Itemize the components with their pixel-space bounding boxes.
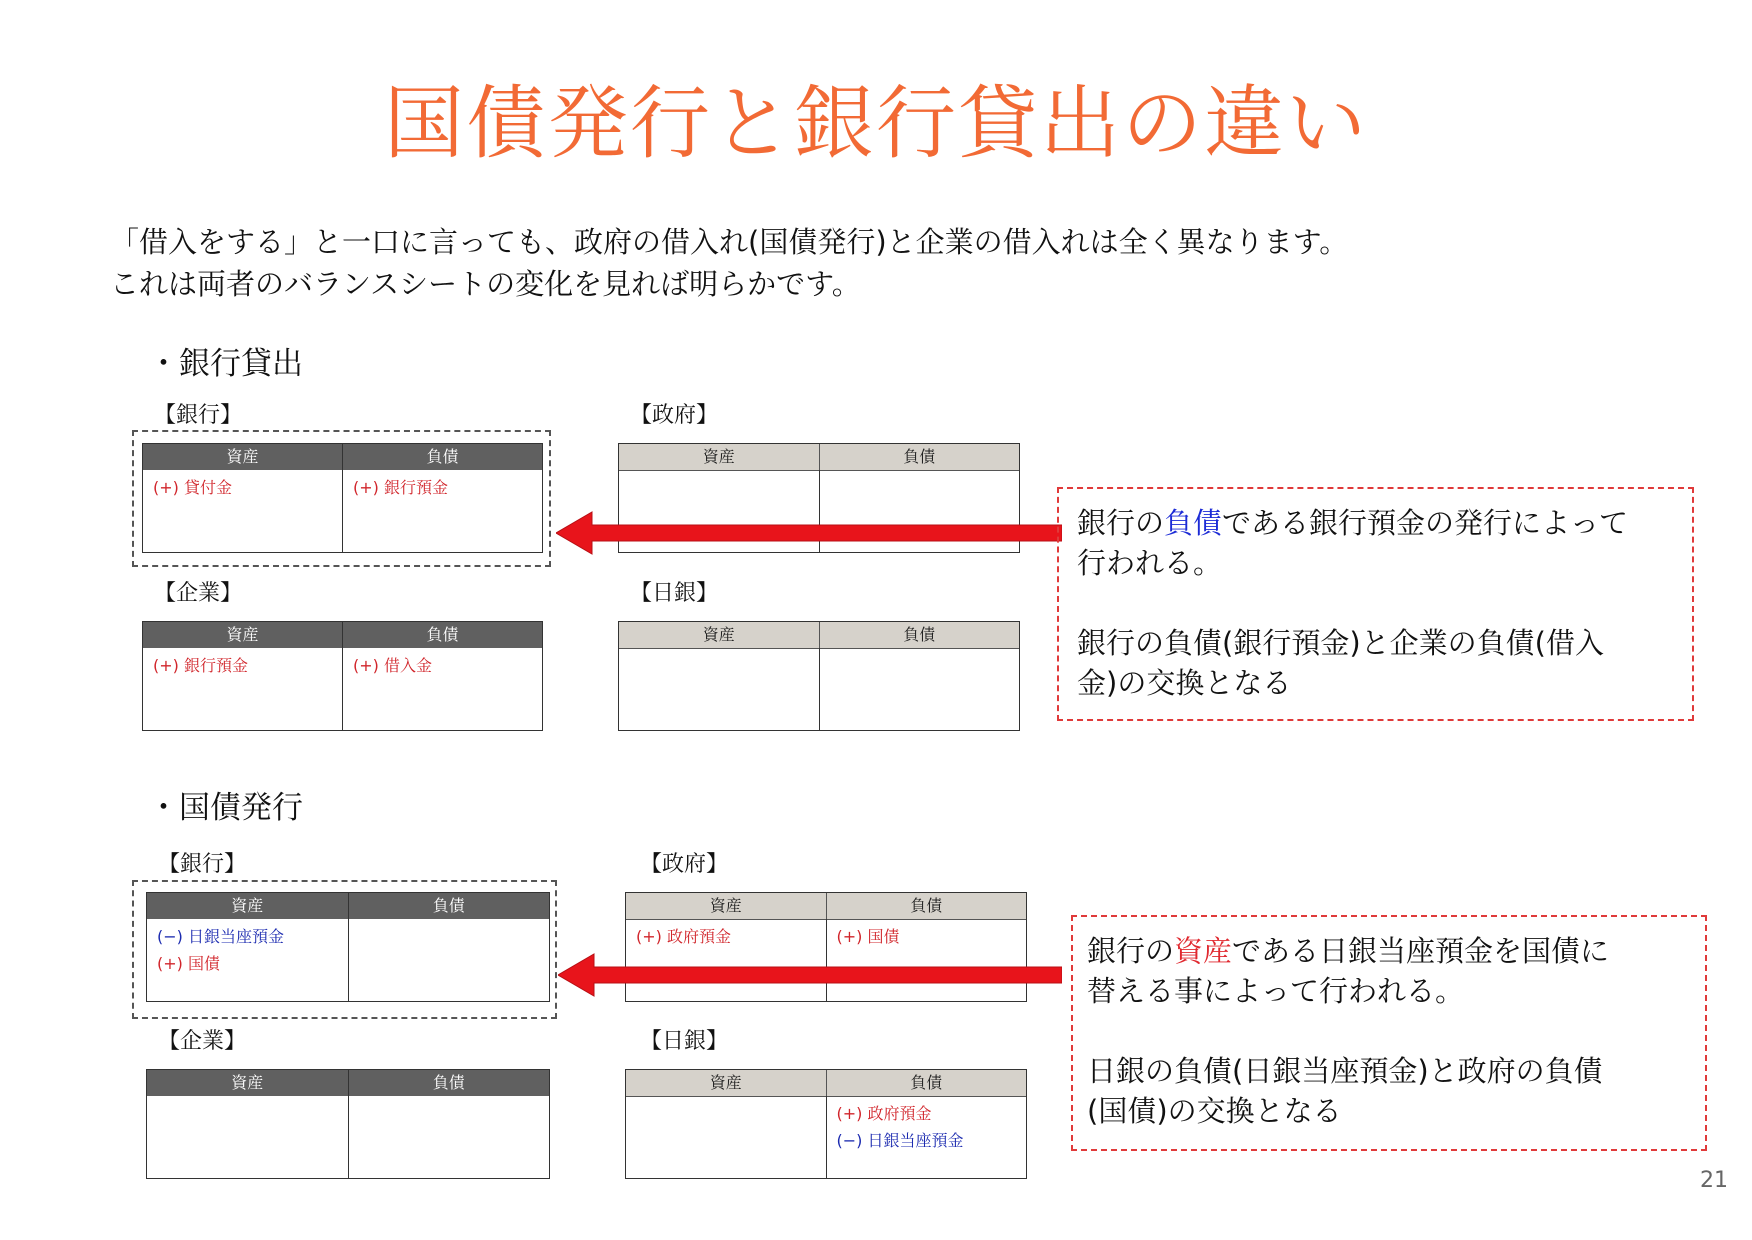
- section-bank-lending-title: ・銀行貸出: [148, 346, 303, 382]
- government-label: 【政府】: [640, 852, 729, 877]
- arrow-left-icon: [558, 952, 1062, 998]
- liabilities-header: 負債: [432, 896, 465, 915]
- assets-header: 資産: [143, 444, 343, 470]
- note2-line4: (国債)の交換となる: [1087, 1094, 1342, 1128]
- entry: (+) 政府預金: [636, 927, 731, 946]
- assets-header: 資産: [619, 444, 820, 470]
- liabilities-header: 負債: [426, 625, 459, 644]
- note1-line2: 行われる。: [1077, 546, 1223, 580]
- company-balance-sheet: [142, 621, 543, 731]
- entry: (+) 国債: [836, 927, 900, 946]
- intro-line-2: これは両者のバランスシートの変化を見れば明らかです。: [110, 267, 861, 301]
- liabilities-header: 負債: [426, 447, 459, 466]
- liabilities-column: [343, 648, 542, 730]
- liabilities-column: [349, 919, 550, 1001]
- entry: (+) 貸付金: [153, 478, 232, 497]
- boj-label: 【日銀】: [630, 581, 719, 606]
- government-label: 【政府】: [630, 403, 719, 428]
- liabilities-column: [349, 1096, 550, 1178]
- liabilities-column: [820, 648, 1020, 730]
- boj-label: 【日銀】: [640, 1029, 729, 1054]
- note2-line2: 替える事によって行われる。: [1087, 974, 1465, 1008]
- entry: (+) 国債: [157, 954, 220, 973]
- bank-balance-sheet: [146, 892, 550, 1002]
- note1-line1: 銀行の負債である銀行預金の発行によって: [1077, 506, 1629, 540]
- entry: (−) 日銀当座預金: [157, 927, 284, 946]
- note-box-1: [1057, 487, 1694, 721]
- liability-highlight: 負債: [1164, 506, 1223, 540]
- assets-header: 資産: [147, 893, 349, 919]
- liabilities-header: 負債: [903, 447, 936, 466]
- assets-column: [143, 648, 343, 730]
- assets-header: 資産: [626, 1070, 827, 1096]
- entry: (+) 銀行預金: [153, 656, 248, 675]
- note2-line3: 日銀の負債(日銀当座預金)と政府の負債: [1087, 1054, 1603, 1088]
- boj-balance-sheet: [618, 621, 1020, 731]
- arrow-left-icon: [556, 510, 1062, 556]
- entry: (−) 日銀当座預金: [836, 1131, 964, 1150]
- company-balance-sheet: [146, 1069, 550, 1179]
- entry: (+) 銀行預金: [353, 478, 448, 497]
- bank-label: 【銀行】: [154, 403, 243, 428]
- bank-label: 【銀行】: [158, 852, 247, 877]
- asset-highlight: 資産: [1174, 934, 1233, 968]
- liabilities-header: 負債: [903, 625, 936, 644]
- intro-line-1: 「借入をする」と一口に言っても、政府の借入れ(国債発行)と企業の借入れは全く異なります。: [110, 225, 1349, 259]
- assets-header: 資産: [147, 1070, 349, 1096]
- assets-column: [147, 1096, 349, 1178]
- note-box-2: [1071, 915, 1707, 1151]
- liabilities-column: [827, 1096, 1027, 1178]
- assets-column: [143, 470, 343, 552]
- assets-column: [147, 919, 349, 1001]
- liabilities-header: 負債: [910, 1073, 943, 1092]
- page-number: 21: [1700, 1168, 1728, 1193]
- entry: (+) 政府預金: [836, 1104, 932, 1123]
- assets-column: [619, 648, 820, 730]
- assets-header: 資産: [619, 622, 820, 648]
- section-bond-issuance-title: ・国債発行: [148, 790, 303, 826]
- note2-line1: 銀行の資産である日銀当座預金を国債に: [1087, 934, 1610, 968]
- bank-balance-sheet: [142, 443, 543, 553]
- assets-header: 資産: [626, 893, 827, 919]
- assets-column: [626, 1096, 827, 1178]
- company-label: 【企業】: [154, 581, 243, 606]
- slide-title: 国債発行と銀行貸出の違い: [384, 77, 1368, 170]
- liabilities-header: 負債: [432, 1073, 465, 1092]
- assets-header: 資産: [143, 622, 343, 648]
- company-label: 【企業】: [158, 1029, 247, 1054]
- entry: (+) 借入金: [353, 656, 432, 675]
- boj-balance-sheet: [625, 1069, 1027, 1179]
- note1-line4: 金)の交換となる: [1077, 666, 1292, 700]
- note1-line3: 銀行の負債(銀行預金)と企業の負債(借入: [1077, 626, 1604, 660]
- liabilities-header: 負債: [910, 896, 943, 915]
- liabilities-column: [343, 470, 542, 552]
